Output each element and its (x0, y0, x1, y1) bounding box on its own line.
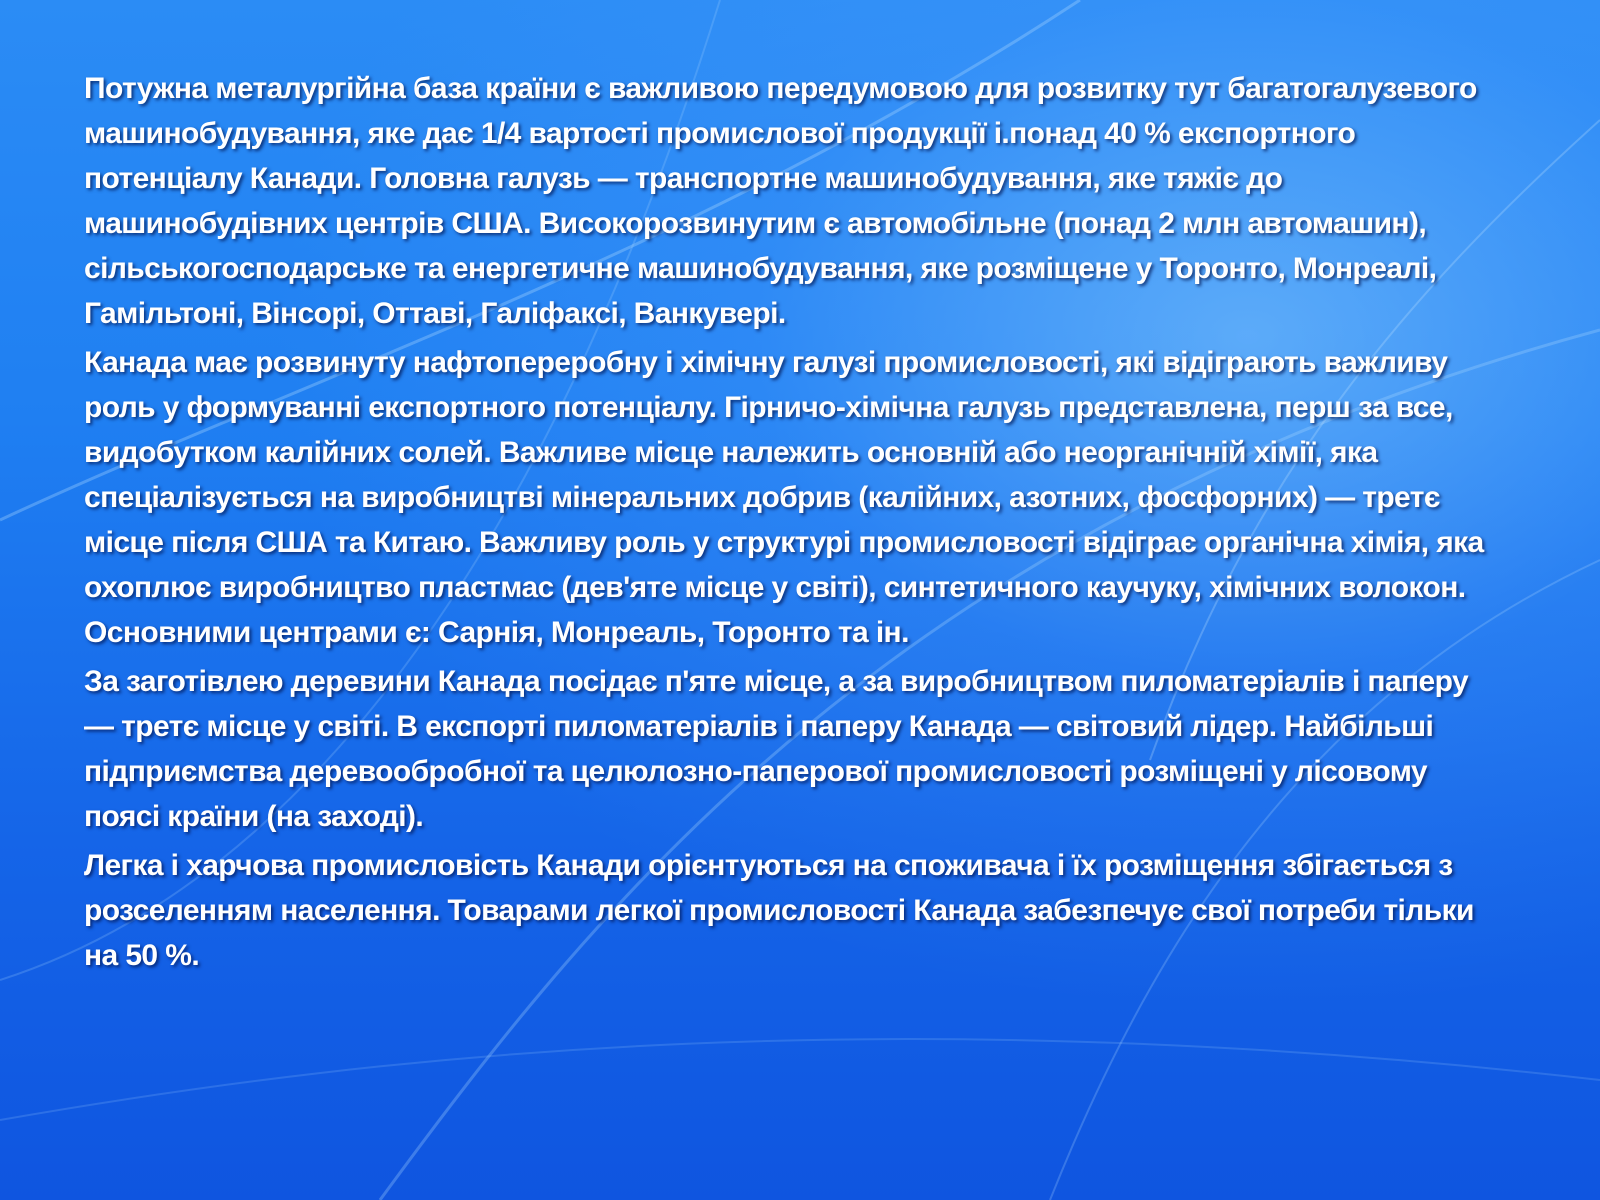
paragraph-light-food-industry: Легка і харчова промисловість Канади орієнтуються на споживача і їх розміщення збігається з розселенням населення. Товарами легкої промисловості Канада забезпечує свої потреби тільки на 50 %. (84, 849, 1474, 972)
paragraph-machine-building: Потужна металургійна база країни є важливою передумовою для розвитку тут багатогалузевого машинобудування, яке дає 1/4 вартості промислової продукції і.понад 40 % експортного потенціалу Канади. Головна галузь — транспортне машинобудування, яке тяжіє до машинобудівних центрів США. Високорозвинутим є автомобільне (понад 2 млн автомашин), сільськогосподарське та енергетичне машинобудування, яке розміщене у Торонто, Монреалі, Гамільтоні, Вінсорі, Оттаві, Галіфаксі, Ванкувері. (84, 72, 1477, 330)
slide-text-body (84, 66, 1504, 982)
paragraph-timber-industry: За заготівлею деревини Канада посідає п'яте місце, а за виробництвом пиломатеріалів і паперу — третє місце у світі. В експорті пиломатеріалів і паперу Канада — світовий лідер. Найбільші підприємства деревообробної та целюлозно-паперової промисловості розміщені у лісовому поясі країни (на заході). (84, 665, 1469, 833)
paragraph-chemical-industry: Канада має розвинуту нафтопереробну і хімічну галузі промисловості, які відіграють важливу роль у формуванні експортного потенціалу. Гірничо-хімічна галузь представлена, перш за все, видобутком калійних солей. Важливе місце належить основній або неорганічній хімії, яка спеціалізується на виробництві мінеральних добрив (калійних, азотних, фосфорних) — третє місце після США та Китаю. Важливу роль у структурі промисловості відіграє органічна хімія, яка охоплює виробництво пластмас (дев'яте місце у світі), синтетичного каучуку, хімічних волокон. Основними центрами є: Сарнія, Монреаль, Торонто та ін. (84, 346, 1484, 649)
